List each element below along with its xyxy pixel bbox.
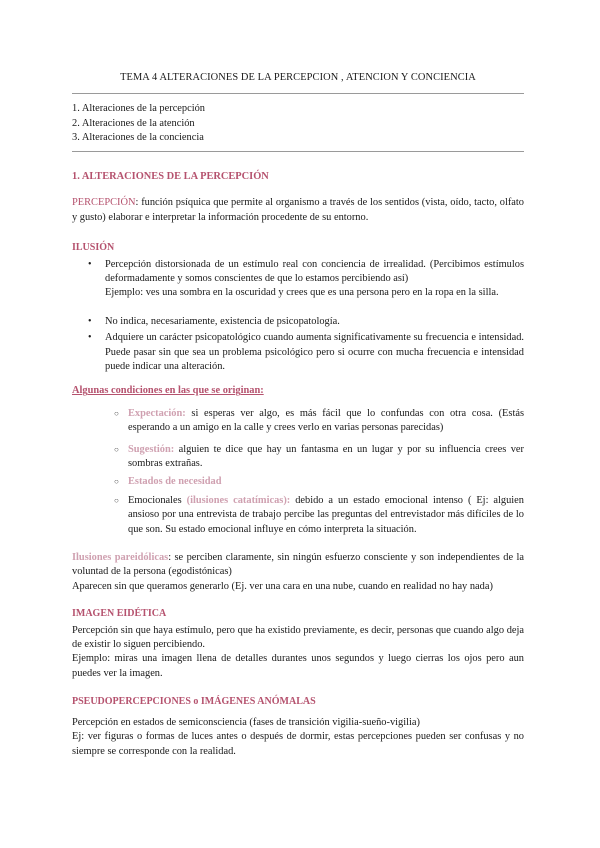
definition-paragraph: [72, 196, 524, 225]
list-item: • No indica, necesariamente, existencia de psicopatología.: [72, 315, 524, 329]
table-of-contents: [72, 102, 524, 146]
pareidolic-term: Ilusiones pareidólicas: [72, 552, 169, 564]
document-title: TEMA 4 ALTERACIONES DE LA PERCEPCION , ATENCION Y CONCIENCIA: [120, 72, 476, 83]
bullet-text: Percepción distorsionada de un estímulo real con conciencia de irrealidad. (Percibimos estímulos deformadamente y somos conscientes de que lo estamos percibiendo así): [105, 258, 524, 284]
definition-term: PERCEPCIÓN: [72, 197, 136, 209]
subsection-heading-pseudo: PSEUDOPERCEPCIONES o IMÁGENES ANÓMALAS: [72, 696, 316, 708]
list-item: [72, 407, 524, 436]
pseudo-paragraph: Percepción en estados de semiconsciencia (fases de transición vigilia-sueño-vigilia): [72, 716, 420, 728]
document-page: [72, 0, 524, 759]
condition-term-plain: Emocionales: [128, 494, 187, 506]
condition-text: debido a un estado emocional intenso ( Ej: alguien ansioso por una entrevista de trabajo percibe las preguntas del entrevistador más difíciles de lo que son. Su estado emocional influye en cómo interpreta la situación.: [128, 494, 524, 535]
section-heading: 1. ALTERACIONES DE LA PERCEPCIÓN: [72, 170, 269, 182]
list-item: [72, 258, 524, 301]
list-item: [72, 494, 524, 537]
list-item: • Adquiere un carácter psicopatológico cuando aumenta significativamente su frecuencia e intensidad. Puede pasar sin que sea un problema psicológico pero si ocurre con mucha frecuencia e intensidad puede indicar una alteración.: [72, 331, 524, 374]
toc-item: 1. Alteraciones de la percepción: [72, 103, 205, 115]
condition-term: (ilusiones catatímicas):: [186, 494, 291, 506]
pareidolic-paragraph: [72, 551, 524, 580]
condition-term: Estados de necesidad: [128, 476, 222, 488]
list-item: [72, 475, 524, 489]
subsection-heading-eidetica: IMAGEN EIDÉTICA: [72, 608, 167, 620]
toc-item: 2. Alteraciones de la atención: [72, 117, 195, 129]
title-divider: [72, 93, 524, 94]
pareidolic-text: : se perciben claramente, sin ningún esfuerzo consciente y son independientes de la voluntad de la persona (egodistónicas): [72, 552, 524, 578]
condition-term: Expectación:: [128, 407, 186, 419]
ilusion-bullets: [72, 258, 524, 375]
list-item: [72, 443, 524, 472]
condition-text: alguien te dice que hay un fantasma en un lugar y por su influencia crees ver sombras extrañas.: [128, 443, 524, 469]
pareidolic-paragraph-2: Aparecen sin que queramos generarlo (Ej. ver una cara en una nube, cuando en realidad no hay nada): [72, 580, 493, 592]
definition-text: : función psíquica que permite al organismo a través de los sentidos (vista, oído, tacto, olfato y gusto) elaborar e interpretar la información procedente de su entorno.: [72, 197, 524, 223]
eidetic-example: Ejemplo: miras una imagen llena de detalles durantes unos segundos y luego cierras los ojos pero aun puedes ver la imagen.: [72, 653, 524, 679]
condition-term: Sugestión:: [128, 443, 175, 455]
example-text: Ejemplo: ves una sombra en la oscuridad y crees que es una persona pero en la ropa en la silla.: [105, 287, 499, 299]
conditions-heading: Algunas condiciones en las que se originan:: [72, 385, 264, 397]
condition-text: si esperas ver algo, es más fácil que lo confundas con otra cosa. (Estás esperando a un amigo en la calle y crees verlo en varias personas parecidas): [128, 407, 524, 434]
conditions-list: [72, 407, 524, 537]
toc-divider: [72, 151, 524, 152]
subsection-heading-ilusion: ILUSIÓN: [72, 242, 115, 254]
pseudo-example: Ej: ver figuras o formas de luces antes o después de dormir, estas percepciones pueden ser confusas y no siempre se corresponde con la realidad.: [72, 731, 524, 757]
eidetic-paragraph: Percepción sin que haya estímulo, pero que ha existido previamente, es decir, personas que cuando algo deja de existir lo siguen percibiendo.: [72, 624, 524, 651]
toc-item: 3. Alteraciones de la conciencia: [72, 132, 204, 144]
